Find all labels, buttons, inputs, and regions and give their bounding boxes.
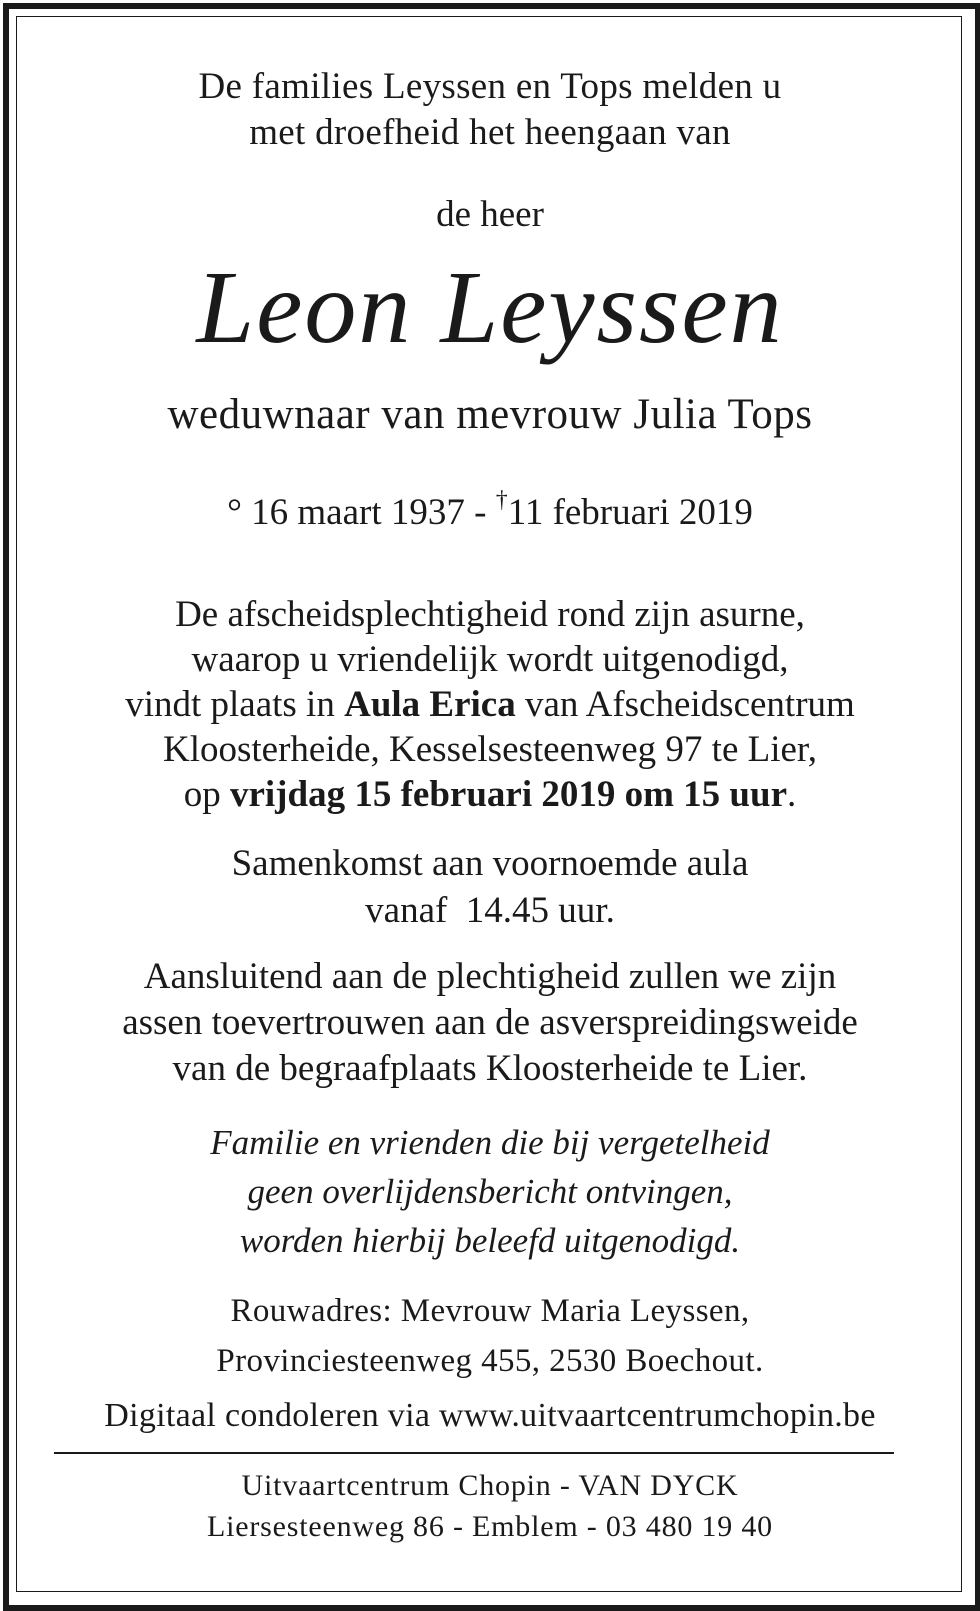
venue-name: Aula Erica [344, 684, 516, 725]
invitation-paragraph [20, 1118, 960, 1265]
invitation-line-3: worden hierbij beleefd uitgenodigd. [239, 1221, 741, 1260]
gathering-line-1: Samenkomst aan voornoemde aula [231, 843, 749, 884]
condolence-link[interactable]: Digitaal condoleren via www.uitvaartcentrumchopin.be [104, 1397, 876, 1434]
cross-symbol: † [495, 486, 508, 513]
deceased-title: de heer [436, 194, 544, 235]
life-dates [20, 486, 960, 536]
intro-line-1: De families Leyssen en Tops melden u [198, 66, 782, 107]
intro-line-2: met droefheid het heengaan van [249, 112, 731, 153]
ceremony-datetime: vrijdag 15 februari 2019 om 15 uur [229, 774, 788, 815]
invitation-line-2: geen overlijdensbericht ontvingen, [247, 1172, 733, 1211]
invitation-line-1: Familie en vrienden die bij vergetelheid [210, 1123, 770, 1162]
footer-line-2: Liersesteenweg 86 - Emblem - 03 480 19 40 [206, 1510, 773, 1543]
death-date: 11 februari 2019 [507, 492, 753, 533]
address-line-2: Provinciesteenweg 455, 2530 Boechout. [216, 1343, 764, 1379]
ceremony-paragraph [20, 592, 960, 817]
ceremony-line-4: Kloosterheide, Kesselsesteenweg 97 te Lier, [162, 729, 818, 770]
birth-date: ° 16 maart 1937 - [227, 492, 496, 533]
mourning-address [20, 1286, 960, 1386]
footer-divider [54, 1452, 894, 1454]
scattering-line-1: Aansluitend aan de plechtigheid zullen we zijn [143, 956, 837, 997]
ceremony-line-5: op vrijdag 15 februari 2019 om 15 uur. [183, 774, 797, 815]
scattering-line-3: van de begraafplaats Kloosterheide te Lier. [172, 1048, 808, 1089]
spouse-line: weduwnaar van mevrouw Julia Tops [167, 391, 813, 438]
ceremony-line-3: vindt plaats in Aula Erica van Afscheidscentrum [125, 684, 855, 725]
scattering-paragraph [20, 954, 960, 1092]
ceremony-line-1: De afscheidsplechtigheid rond zijn asurne, [175, 594, 805, 635]
funeral-home-footer [20, 1465, 960, 1547]
announcement-intro [20, 64, 960, 156]
ceremony-line-2: waarop u vriendelijk wordt uitgenodigd, [191, 639, 789, 680]
scattering-line-2: assen toevertrouwen aan de asverspreidingsweide [122, 1002, 858, 1043]
footer-line-1: Uitvaartcentrum Chopin - VAN DYCK [241, 1469, 739, 1502]
gathering-paragraph [20, 840, 960, 934]
address-line-1: Rouwadres: Mevrouw Maria Leyssen, [230, 1293, 750, 1329]
gathering-line-2: vanaf 14.45 uur. [365, 890, 615, 931]
deceased-name: Leon Leyssen [196, 250, 784, 365]
